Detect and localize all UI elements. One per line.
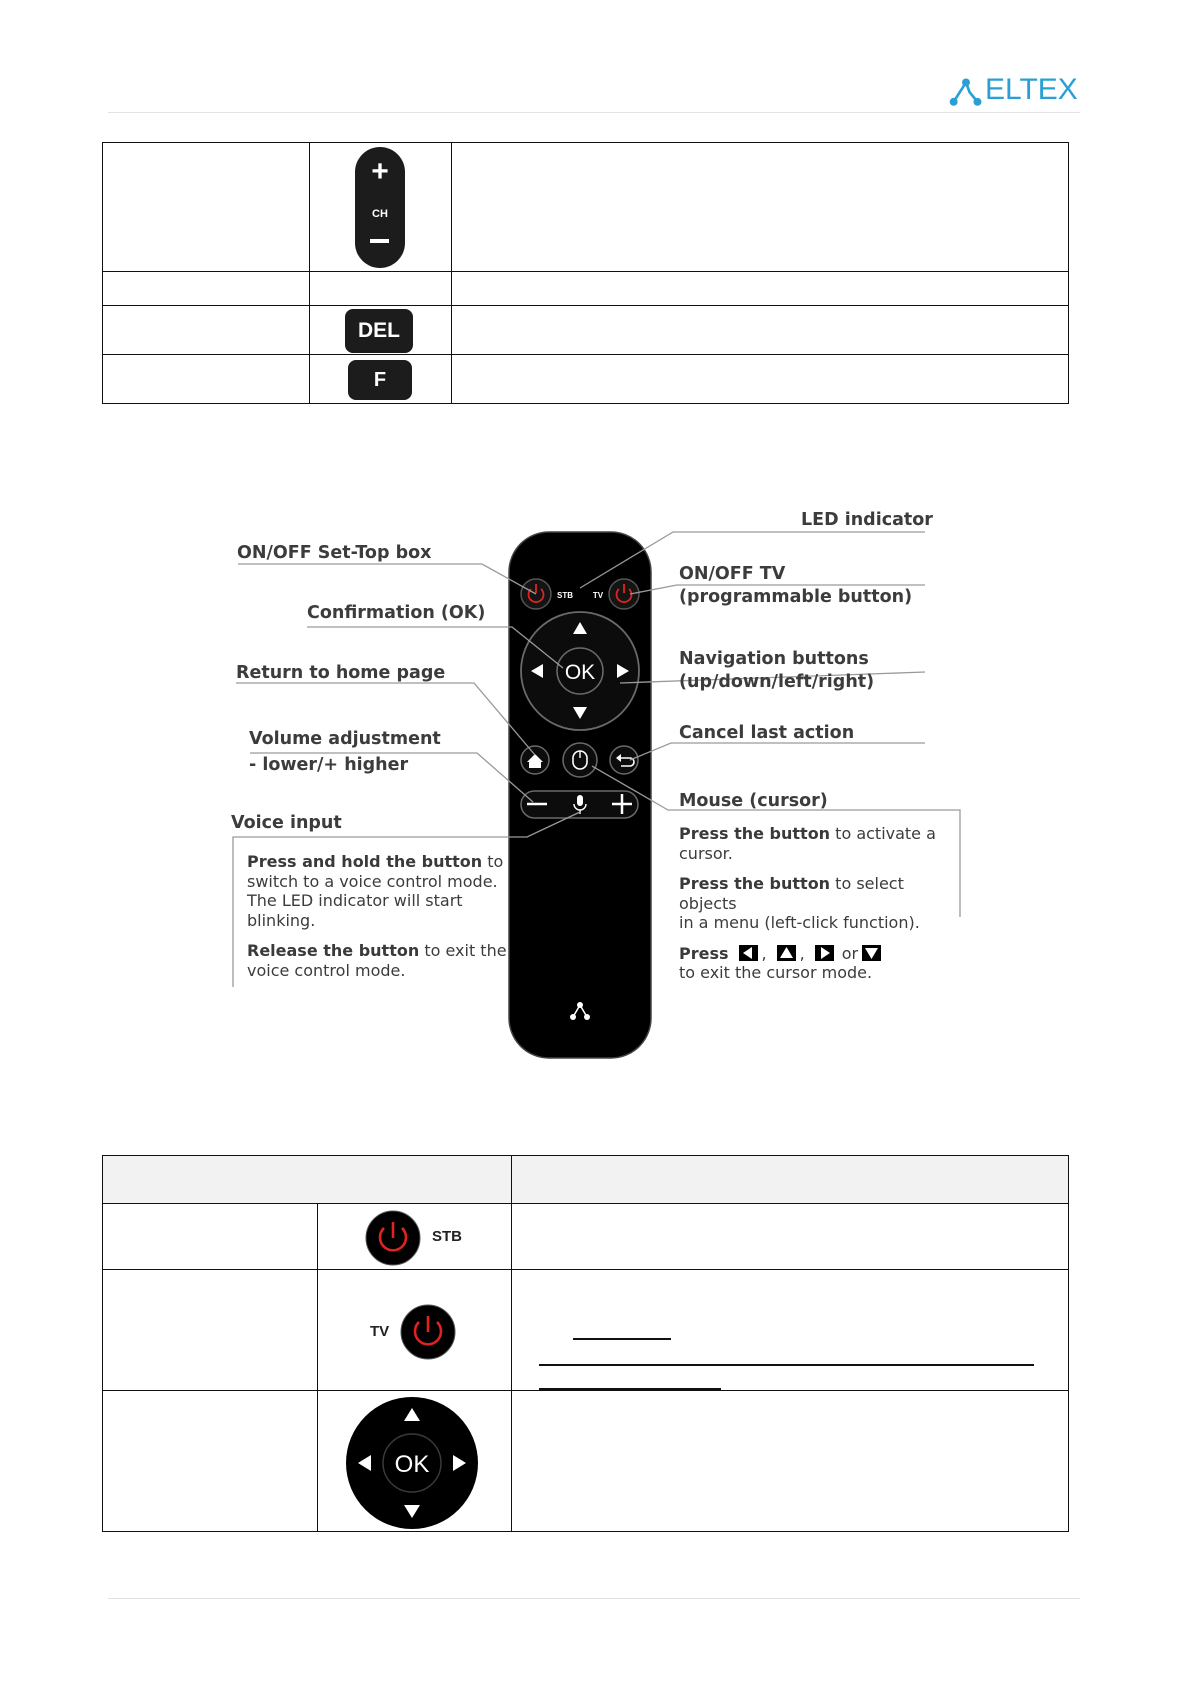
underline-1	[573, 1338, 671, 1340]
remote-power-tv-icon	[609, 579, 639, 609]
table-row	[103, 1391, 1069, 1532]
underline-3	[539, 1388, 721, 1390]
dpad-ok-icon	[345, 1396, 479, 1530]
del-label: DEL	[358, 319, 400, 342]
callout-on-off-tv-1: ON/OFF TV	[679, 564, 786, 584]
remote-home-icon	[521, 746, 549, 774]
callout-on-off-tv-2: (programmable button)	[679, 587, 913, 607]
underline-2	[539, 1364, 1034, 1366]
tv-label: TV	[370, 1323, 390, 1340]
callout-volume-2: - lower/+ higher	[249, 755, 409, 775]
table-row	[103, 1204, 1069, 1270]
callout-mouse: Mouse (cursor)	[679, 791, 828, 811]
ch-plus-minus-icon: + CH	[355, 147, 405, 268]
callout-confirmation: Confirmation (OK)	[307, 603, 486, 623]
mouse-cursor-note: Press the button to activate a cursor. Press the button to select objects in a menu (left-click function). Press , , or to exit the cursor mode.	[679, 824, 936, 982]
stb-label: STB	[432, 1228, 462, 1245]
right-arrow-key-icon	[815, 945, 834, 961]
callout-return-home: Return to home page	[236, 663, 446, 683]
table-row	[103, 1270, 1069, 1391]
eltex-logo-text: ELTEX	[985, 73, 1078, 106]
up-arrow-key-icon	[777, 945, 796, 961]
remote-back-icon	[610, 746, 638, 774]
table-header-row	[103, 1156, 1069, 1204]
callout-on-off-stb: ON/OFF Set-Top box	[237, 543, 432, 563]
voice-input-note: Press and hold the button to switch to a voice control mode. The LED indicator will start blinking. Release the button to exit the voice control mode.	[247, 852, 507, 980]
power-tv-icon	[398, 1302, 458, 1362]
remote-mouse-icon	[563, 743, 597, 777]
callout-navigation-2: (up/down/left/right)	[679, 672, 875, 692]
bottom-keys-table	[102, 1155, 1069, 1532]
callout-voice-input: Voice input	[231, 813, 342, 833]
callout-led-indicator: LED indicator	[801, 510, 933, 530]
left-arrow-key-icon	[739, 945, 758, 961]
ch-label: CH	[372, 208, 388, 220]
f-label: F	[373, 369, 387, 391]
power-stb-icon	[363, 1208, 423, 1268]
callout-navigation-1: Navigation buttons	[679, 649, 869, 669]
remote-tv-label: TV	[592, 591, 604, 600]
footer-divider	[108, 1598, 1080, 1599]
dpad-ok-label: OK	[394, 1451, 430, 1478]
remote-stb-label: STB	[557, 591, 573, 600]
down-arrow-key-icon	[862, 945, 881, 961]
remote-ok-label: OK	[564, 661, 596, 684]
callout-volume-1: Volume adjustment	[249, 729, 441, 749]
callout-cancel-last: Cancel last action	[679, 723, 855, 743]
